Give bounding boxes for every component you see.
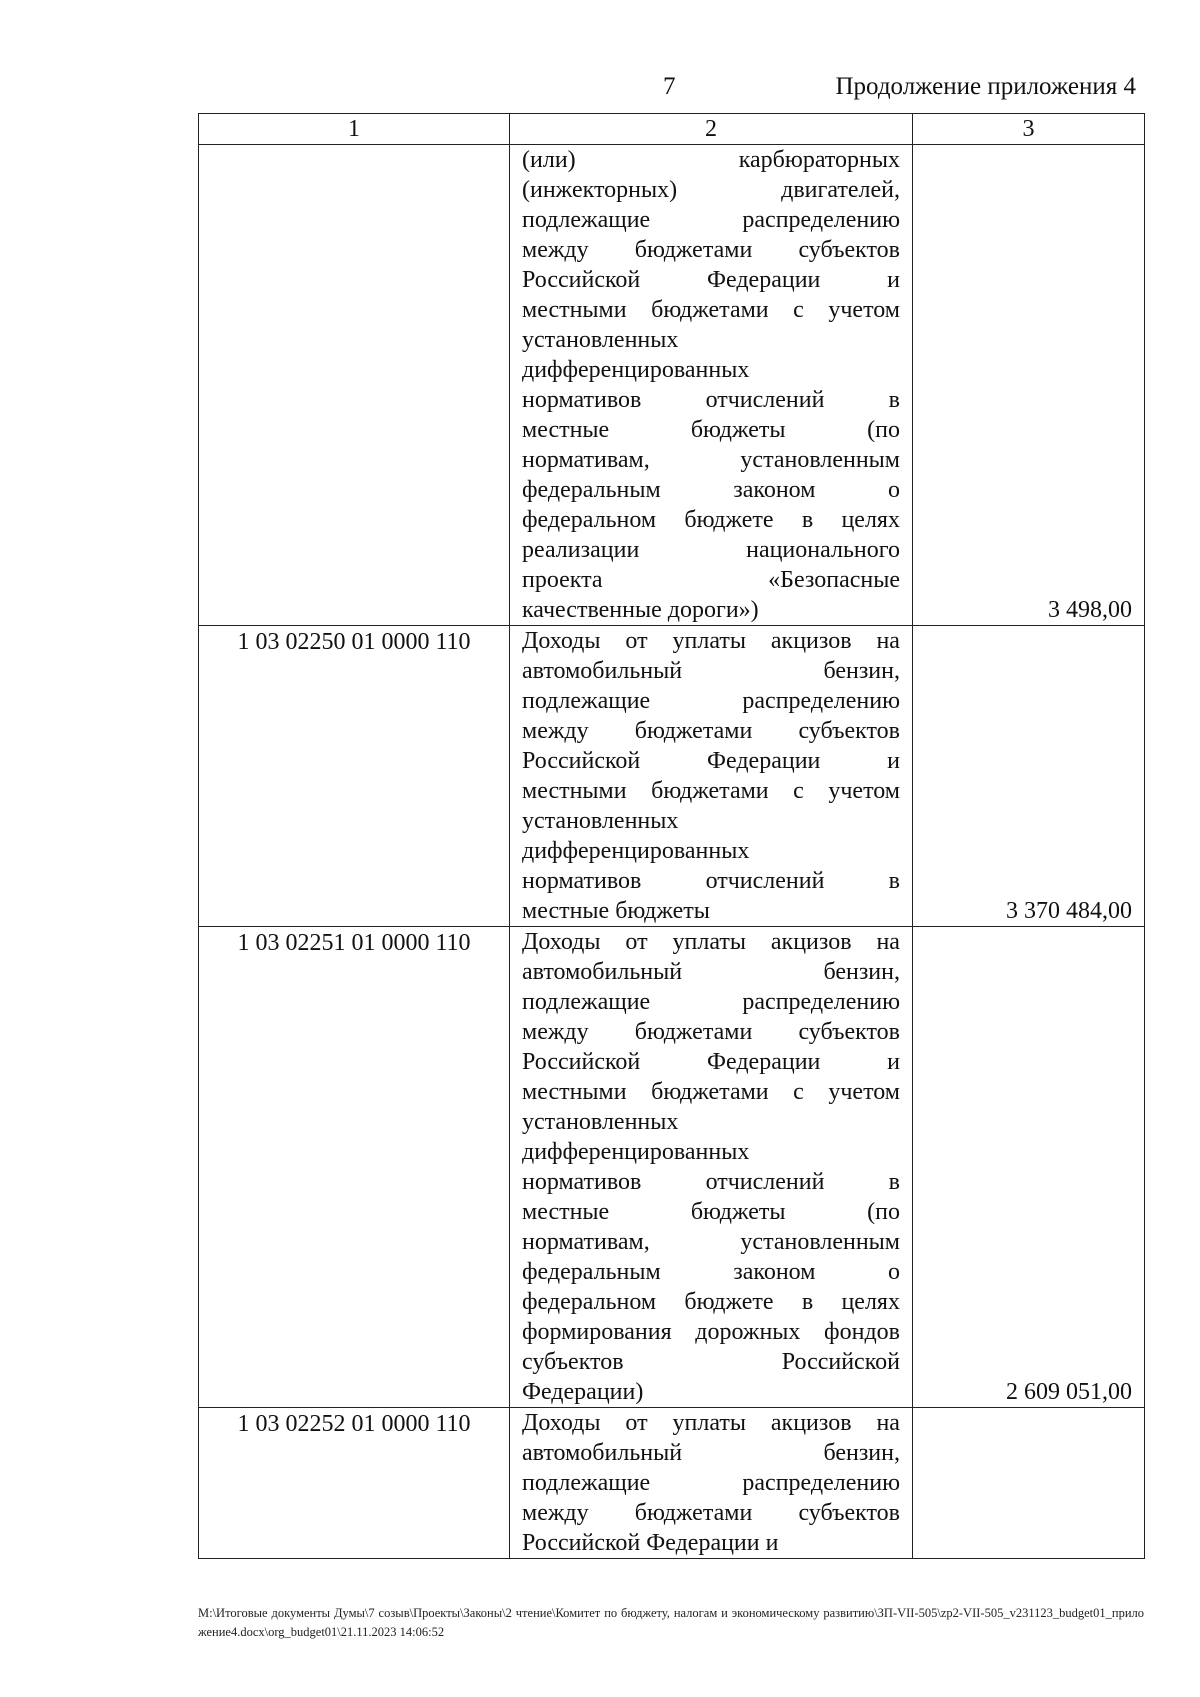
- name-text-line: [522, 1317, 900, 1347]
- name-word: в: [801, 1289, 814, 1315]
- name-word: бензин,: [823, 658, 900, 684]
- name-word: на: [876, 628, 900, 654]
- name-word: местные: [522, 1199, 610, 1225]
- name-text-line: [522, 385, 900, 415]
- name-word: бюджетами: [634, 1019, 753, 1045]
- budget-table: [198, 113, 1145, 1559]
- name-word: учетом: [828, 297, 900, 323]
- name-word: между: [522, 1500, 589, 1526]
- name-word: местными: [522, 1079, 627, 1105]
- name-word: Федерации: [707, 748, 821, 774]
- name-word: подлежащие: [522, 207, 651, 233]
- name-word: бензин,: [823, 959, 900, 985]
- name-text-line: [522, 1257, 900, 1287]
- name-text-line: Российской Федерации и: [522, 1530, 779, 1556]
- continuation-caption: Продолжение приложения 4: [835, 73, 1136, 100]
- name-word: отчислений: [705, 387, 825, 413]
- name-text-line: [522, 1047, 900, 1077]
- name-word: автомобильный: [522, 959, 683, 985]
- name-text-line: [522, 295, 900, 325]
- name-word: бюджете: [684, 1289, 774, 1315]
- name-word: федеральном: [522, 507, 657, 533]
- name-word: автомобильный: [522, 1440, 683, 1466]
- name-text-line: [522, 716, 900, 746]
- name-word: на: [876, 1410, 900, 1436]
- name-text-line: [522, 145, 900, 175]
- name-word: бюджеты: [690, 417, 786, 443]
- name-word: распределению: [742, 989, 900, 1015]
- name-text-line: [522, 475, 900, 505]
- name-word: нормативов: [522, 1169, 642, 1195]
- name-word: Доходы: [522, 628, 601, 654]
- name-text-line: [522, 1197, 900, 1227]
- name-word: бюджетами: [634, 1500, 753, 1526]
- name-word: субъектов: [798, 1500, 900, 1526]
- name-word: нормативов: [522, 387, 642, 413]
- name-text-line: [522, 656, 900, 686]
- name-word: субъектов: [798, 1019, 900, 1045]
- name-text-line: дифференцированных: [522, 357, 750, 383]
- name-word: федеральным: [522, 1259, 661, 1285]
- name-text-line: [522, 445, 900, 475]
- name-text-line: [522, 265, 900, 295]
- amount-cell: 3 370 484,00: [913, 626, 1145, 927]
- name-text-line: [522, 626, 900, 656]
- name-word: карбюраторных: [738, 147, 900, 173]
- name-text-line: [522, 927, 900, 957]
- name-word: бюджете: [684, 507, 774, 533]
- name-word: бюджетами: [651, 778, 769, 804]
- name-text-line: [522, 505, 900, 535]
- name-word: установленным: [740, 447, 900, 473]
- name-word: между: [522, 237, 589, 263]
- name-word: с: [793, 1079, 804, 1105]
- name-text-line: [522, 1227, 900, 1257]
- column-number-row: [199, 114, 1145, 145]
- name-word: с: [793, 297, 804, 323]
- name-word: подлежащие: [522, 1470, 651, 1496]
- name-word: между: [522, 1019, 589, 1045]
- name-word: проекта: [522, 567, 603, 593]
- name-text-line: [522, 866, 900, 896]
- name-word: (или): [522, 147, 576, 173]
- name-text-line: Федерации): [522, 1379, 644, 1405]
- name-word: двигателей,: [781, 177, 900, 203]
- name-word: субъектов: [798, 718, 900, 744]
- name-word: (по: [867, 1199, 900, 1225]
- name-text-line: [522, 535, 900, 565]
- name-word: и: [887, 267, 900, 293]
- name-text-line: [522, 235, 900, 265]
- name-word: подлежащие: [522, 688, 651, 714]
- name-word: акцизов: [770, 628, 852, 654]
- name-text-line: [522, 565, 900, 595]
- name-text-line: качественные дороги»): [522, 597, 759, 623]
- income-name-cell: [510, 626, 913, 927]
- name-word: от: [625, 1410, 648, 1436]
- name-text-line: [522, 776, 900, 806]
- name-word: распределению: [742, 1470, 900, 1496]
- name-word: акцизов: [770, 929, 852, 955]
- name-word: местные: [522, 417, 610, 443]
- name-word: Российской: [522, 748, 641, 774]
- budget-code-cell: 1 03 02250 01 0000 110: [199, 626, 510, 927]
- name-word: Федерации: [707, 1049, 821, 1075]
- budget-code-cell: [199, 145, 510, 626]
- name-word: национального: [746, 537, 900, 563]
- name-text-line: [522, 957, 900, 987]
- name-text-line: [522, 415, 900, 445]
- name-word: в: [888, 387, 900, 413]
- name-text-line: установленных: [522, 327, 679, 353]
- name-word: законом: [733, 477, 816, 503]
- name-text-line: [522, 175, 900, 205]
- name-word: в: [888, 868, 900, 894]
- name-word: фондов: [824, 1319, 900, 1345]
- budget-code-cell: 1 03 02252 01 0000 110: [199, 1408, 510, 1559]
- name-word: о: [887, 477, 900, 503]
- name-word: нормативам,: [522, 447, 650, 473]
- name-word: Доходы: [522, 929, 601, 955]
- name-text-line: [522, 1347, 900, 1377]
- name-word: учетом: [828, 1079, 900, 1105]
- name-text-line: [522, 1498, 900, 1528]
- name-word: и: [887, 748, 900, 774]
- table-row: [199, 145, 1145, 626]
- amount-cell: [913, 1408, 1145, 1559]
- name-text-line: [522, 686, 900, 716]
- name-word: Российской: [522, 1049, 641, 1075]
- name-word: распределению: [742, 207, 900, 233]
- name-word: федеральном: [522, 1289, 657, 1315]
- name-word: Федерации: [707, 267, 821, 293]
- name-text-line: установленных: [522, 1109, 679, 1135]
- name-word: от: [625, 929, 648, 955]
- budget-code-cell: 1 03 02251 01 0000 110: [199, 927, 510, 1408]
- name-word: формирования: [522, 1319, 672, 1345]
- name-word: о: [887, 1259, 900, 1285]
- name-word: федеральным: [522, 477, 661, 503]
- table-row: [199, 626, 1145, 927]
- name-word: Российской: [522, 267, 641, 293]
- name-word: целях: [841, 507, 900, 533]
- name-word: отчислений: [705, 868, 825, 894]
- name-word: распределению: [742, 688, 900, 714]
- name-word: местными: [522, 297, 627, 323]
- name-word: субъектов: [522, 1349, 624, 1375]
- name-text-line: [522, 1167, 900, 1197]
- name-word: в: [888, 1169, 900, 1195]
- income-name-cell: [510, 145, 913, 626]
- name-word: законом: [733, 1259, 816, 1285]
- name-text-line: установленных: [522, 808, 679, 834]
- name-word: от: [625, 628, 648, 654]
- name-word: реализации: [522, 537, 640, 563]
- income-name-cell: [510, 1408, 913, 1559]
- name-word: дорожных: [695, 1319, 801, 1345]
- name-text-line: [522, 1468, 900, 1498]
- name-word: целях: [841, 1289, 900, 1315]
- name-word: учетом: [828, 778, 900, 804]
- name-text-line: дифференцированных: [522, 838, 750, 864]
- name-word: подлежащие: [522, 989, 651, 1015]
- name-text-line: местные бюджеты: [522, 898, 710, 924]
- name-word: бензин,: [823, 1440, 900, 1466]
- page-number: 7: [663, 73, 676, 100]
- name-word: Российской: [781, 1349, 900, 1375]
- name-word: уплаты: [672, 929, 746, 955]
- name-word: автомобильный: [522, 658, 683, 684]
- name-word: «Безопасные: [768, 567, 900, 593]
- name-text-line: [522, 1287, 900, 1317]
- name-word: бюджетами: [651, 1079, 769, 1105]
- amount-cell: 3 498,00: [913, 145, 1145, 626]
- amount-cell: 2 609 051,00: [913, 927, 1145, 1408]
- name-text-line: [522, 746, 900, 776]
- footer-file-path: M:\Итоговые документы Думы\7 созыв\Проекты\Законы\2 чтение\Комитет по бюджету, налогам и экономическому развитию\ЗП-VII-505\zp2-VII-505_v231123_budget01_приложение4.docx\org_budget01\21.11.2023 14:06:52: [198, 1606, 1144, 1639]
- table-row: [199, 1408, 1145, 1559]
- name-text-line: [522, 1017, 900, 1047]
- name-text-line: [522, 1438, 900, 1468]
- name-word: уплаты: [672, 1410, 746, 1436]
- table-body: [199, 114, 1145, 1559]
- column-number-3: 3: [913, 114, 1145, 145]
- name-word: бюджеты: [690, 1199, 786, 1225]
- name-word: в: [801, 507, 814, 533]
- name-word: бюджетами: [651, 297, 769, 323]
- name-word: бюджетами: [634, 718, 753, 744]
- name-word: уплаты: [672, 628, 746, 654]
- column-number-1: 1: [199, 114, 510, 145]
- name-word: отчислений: [705, 1169, 825, 1195]
- name-word: (по: [867, 417, 900, 443]
- name-word: с: [793, 778, 804, 804]
- name-word: акцизов: [770, 1410, 852, 1436]
- name-text-line: [522, 1408, 900, 1438]
- name-text-line: дифференцированных: [522, 1139, 750, 1165]
- name-word: установленным: [740, 1229, 900, 1255]
- name-word: нормативам,: [522, 1229, 650, 1255]
- name-word: нормативов: [522, 868, 642, 894]
- name-word: бюджетами: [634, 237, 753, 263]
- name-word: местными: [522, 778, 627, 804]
- name-text-line: [522, 1077, 900, 1107]
- column-number-2: 2: [510, 114, 913, 145]
- name-word: на: [876, 929, 900, 955]
- name-word: Доходы: [522, 1410, 601, 1436]
- name-word: (инжекторных): [522, 177, 678, 203]
- name-word: между: [522, 718, 589, 744]
- name-word: субъектов: [798, 237, 900, 263]
- name-text-line: [522, 987, 900, 1017]
- table-row: [199, 927, 1145, 1408]
- name-text-line: [522, 205, 900, 235]
- name-word: и: [887, 1049, 900, 1075]
- income-name-cell: [510, 927, 913, 1408]
